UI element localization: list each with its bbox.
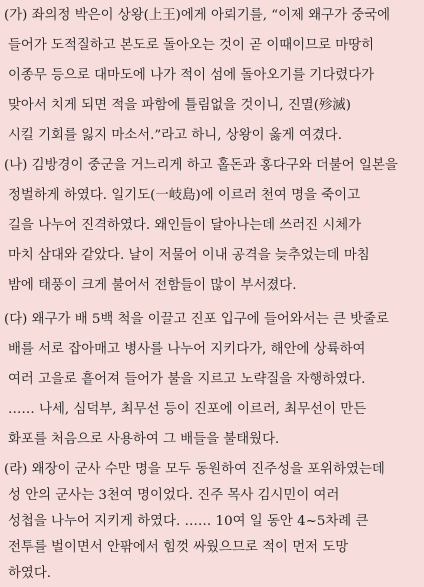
paragraph-line: 들어가 도적질하고 본도로 돌아오는 것이 곧 이때이므로 마땅히: [8, 38, 375, 53]
paragraph-line: 맞아서 치게 되면 적을 파함에 틀림없을 것이니, 진멸(殄滅): [8, 98, 351, 113]
paragraph-line: (라) 왜장이 군사 수만 명을 모두 동원하여 진주성을 포위하였는데: [4, 462, 385, 477]
paragraph-line: (다) 왜구가 배 5백 척을 이끌고 진포 입구에 들어와서는 큰 밧줄로: [4, 312, 389, 327]
paragraph-line: 밤에 태풍이 크게 불어서 전함들이 많이 부서졌다.: [8, 278, 297, 293]
paragraph-line: (나) 김방경이 중군을 거느리게 하고 홀돈과 홍다구와 더불어 일본을: [4, 158, 398, 173]
paragraph-line: 마치 삼대와 같았다. 날이 저물어 이내 공격을 늦추었는데 마침: [8, 248, 370, 263]
paragraph-line: (가) 좌의정 박은이 상왕(上王)에게 아뢰기를, “이제 왜구가 중국에: [4, 8, 391, 23]
paragraph-line: 이종무 등으로 대마도에 나가 적이 섬에 돌아오기를 기다렸다가: [8, 68, 375, 83]
paragraph-line: 정벌하게 하였다. 일기도(一岐島)에 이르러 천여 명을 죽이고: [8, 188, 361, 203]
paragraph-line: 성첩을 나누어 지키게 하였다. …… 10여 일 동안 4~5차례 큰: [8, 514, 369, 529]
paragraph-line: 하였다.: [8, 566, 52, 581]
paragraph-line: 성 안의 군사는 3천여 명이었다. 진주 목사 김시민이 여러: [8, 488, 340, 503]
paragraph-line: …… 나세, 심덕부, 최무선 등이 진포에 이르러, 최무선이 만든: [8, 402, 367, 417]
paragraph-line: 길을 나누어 진격하였다. 왜인들이 달아나는데 쓰러진 시체가: [8, 218, 362, 233]
paragraph-line: 배를 서로 잡아매고 병사를 나누어 지키다가, 해안에 상륙하여: [8, 342, 366, 357]
paragraph-line: 시킬 기회를 잃지 마소서.”라고 하니, 상왕이 옳게 여겼다.: [8, 128, 342, 143]
paragraph-line: 화포를 처음으로 사용하여 그 배들을 불태웠다.: [8, 432, 280, 447]
paragraph-line: 전투를 벌이면서 안팎에서 힘껏 싸웠으므로 적이 먼저 도망: [8, 540, 349, 555]
paragraph-line: 여러 고을로 흩어져 들어가 불을 지르고 노략질을 자행하였다.: [8, 372, 366, 387]
